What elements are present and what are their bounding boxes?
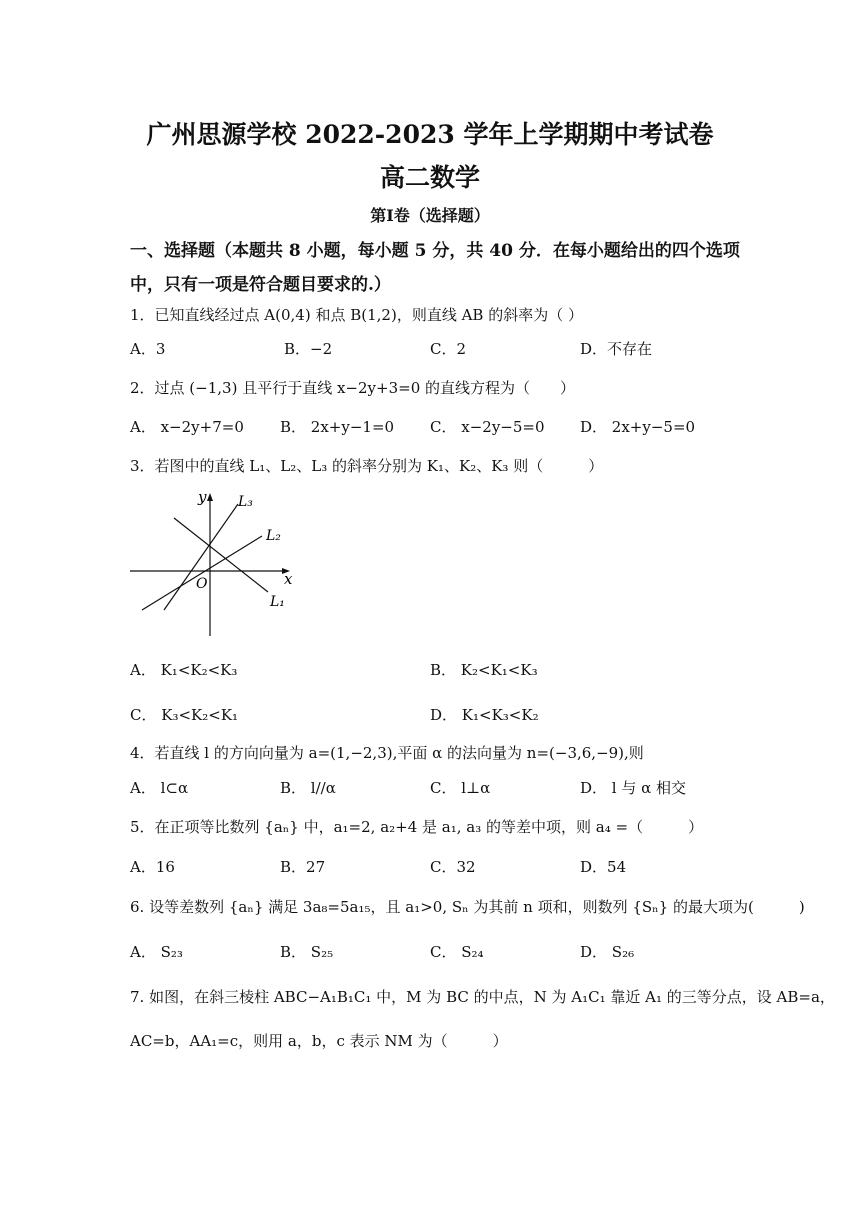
question-5-option-b: B．27: [280, 858, 326, 876]
question-4-option-b: B． l//α: [280, 779, 336, 797]
question-2-option-d: D． 2x+y−5=0: [580, 418, 696, 436]
origin-label: O: [196, 576, 208, 592]
question-7-stem-line2: AC=b，AA₁=c，则用 a，b，c 表示 NM 为（ ）: [130, 1032, 508, 1050]
exam-title: 广州思源学校 2022-2023 学年上学期期中考试卷: [146, 120, 714, 149]
question-4-stem: 4．若直线 l 的方向向量为 a=(1,−2,3),平面 α 的法向量为 n=(−3,6,−9),则: [130, 744, 644, 762]
question-6-option-d: D． S₂₆: [580, 943, 635, 961]
exam-subject: 高二数学: [379, 163, 480, 192]
question-4-option-d: D． l 与 α 相交: [580, 779, 687, 797]
question-3-lines-figure: [128, 488, 300, 640]
question-3-option-d: D． K₁<K₃<K₂: [430, 706, 539, 724]
question-6-stem: 6. 设等差数列 {aₙ} 满足 3a₈=5a₁₅，且 a₁>0, Sₙ 为其前 n 项和，则数列 {Sₙ} 的最大项为( ): [130, 898, 805, 916]
question-3-option-a: A． K₁<K₂<K₃: [130, 661, 238, 679]
line-l1-label: L₁: [270, 594, 285, 610]
question-1-option-c: C．2: [430, 340, 467, 358]
question-1-option-b: B．−2: [284, 340, 333, 358]
question-6-option-a: A． S₂₃: [130, 943, 183, 961]
question-4-option-c: C． l⊥α: [430, 779, 491, 797]
question-1-stem: 1．已知直线经过点 A(0,4) 和点 B(1,2)，则直线 AB 的斜率为（ ）: [130, 306, 583, 324]
question-2-option-b: B． 2x+y−1=0: [280, 418, 395, 436]
line-l3-label: L₃: [238, 494, 253, 510]
question-1-option-d: D．不存在: [580, 340, 653, 358]
question-2-stem: 2．过点 (−1,3) 且平行于直线 x−2y+3=0 的直线方程为（ ）: [130, 379, 576, 397]
part-heading: 第I卷（选择题）: [370, 206, 490, 225]
question-5-option-a: A．16: [130, 858, 175, 876]
question-6-option-c: C． S₂₄: [430, 943, 484, 961]
question-3-stem: 3．若图中的直线 L₁、L₂、L₃ 的斜率分别为 K₁、K₂、K₃ 则（ ）: [130, 457, 604, 475]
question-5-stem: 5．在正项等比数列 {aₙ} 中，a₁=2, a₂+4 是 a₁, a₃ 的等差中项，则 a₄ =（ ）: [130, 818, 704, 836]
section-instruction-line1: 一、选择题（本题共 8 小题，每小题 5 分，共 40 分．在每小题给出的四个选项: [130, 241, 740, 261]
question-1-option-a: A．3: [130, 340, 166, 358]
question-2-option-c: C． x−2y−5=0: [430, 418, 545, 436]
y-axis-label: y: [198, 488, 207, 506]
x-axis-label: x: [284, 570, 293, 588]
question-7-stem-line1: 7. 如图，在斜三棱柱 ABC−A₁B₁C₁ 中，M 为 BC 的中点，N 为 A₁C₁ 靠近 A₁ 的三等分点，设 AB=a，: [130, 988, 835, 1006]
question-2-option-a: A． x−2y+7=0: [130, 418, 244, 436]
question-6-option-b: B． S₂₅: [280, 943, 334, 961]
question-5-option-c: C．32: [430, 858, 476, 876]
question-3-option-b: B． K₂<K₁<K₃: [430, 661, 538, 679]
line-l2-label: L₂: [266, 528, 281, 544]
question-3-option-c: C． K₃<K₂<K₁: [130, 706, 239, 724]
section-instruction-line2: 中，只有一项是符合题目要求的.）: [130, 275, 391, 295]
question-4-option-a: A． l⊂α: [130, 779, 189, 797]
question-5-option-d: D．54: [580, 858, 627, 876]
y-axis: [207, 493, 213, 636]
